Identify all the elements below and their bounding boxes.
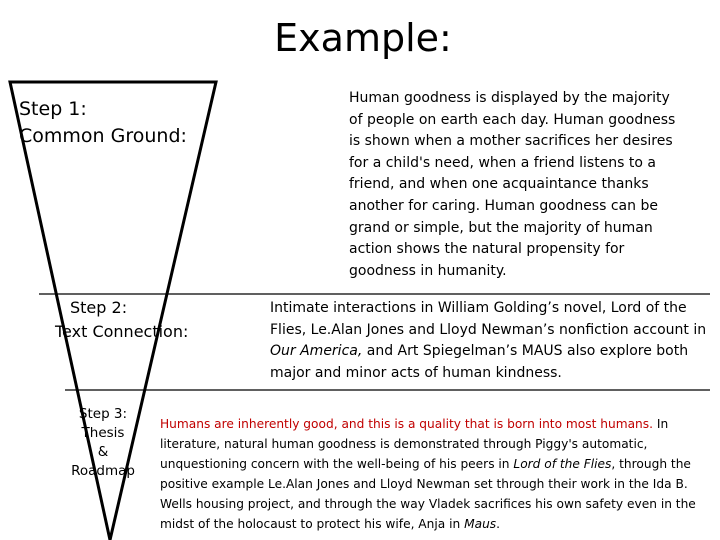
common-ground-paragraph: Human goodness is displayed by the majority of people on earth each day. Human goodness is shown when a mother sacrifices her desires for a child's need, when a friend listens to a friend, and when one acquaintance thanks another for caring. Human goodness can be grand or simple, but the majority of human action shows the natural propensity for goodness in humanity. — [349, 90, 676, 279]
step2-name: Text Connection: — [55, 322, 189, 341]
thesis-statement: Humans are inherently good, and this is a quality that is born into most humans. — [160, 417, 653, 431]
step3-ampersand: & — [97, 444, 109, 460]
step2-label — [55, 296, 188, 344]
step3-thesis: Thesis — [81, 425, 125, 441]
text-connection-part1: Intimate interactions in William Golding’s novel, Lord of the Flies, Le.Alan Jones and Lloyd Newman’s nonfiction account in — [270, 300, 707, 338]
step3-number: Step 3: — [78, 406, 128, 422]
step3-roadmap: Roadmap — [71, 463, 135, 479]
step1-number: Step 1: — [19, 98, 87, 120]
thesis-part2: , through the positive example Le.Alan Jones and Lloyd Newman set through their work in the Ida B. Wells housing project, and through the way Vladek sacrifices his own safety even in the midst of the holocaust to protect his wife, Anja in — [160, 457, 696, 532]
text-connection-italic: Our America, — [270, 343, 363, 359]
step2-number: Step 2: — [70, 298, 128, 317]
slide-title: Example: — [274, 16, 452, 60]
step3-label — [64, 405, 142, 481]
text-connection-paragraph — [270, 298, 710, 384]
thesis-paragraph — [160, 414, 710, 535]
text-connection-part2: and Art Spiegelman’s MAUS also explore both major and minor acts of human kindness. — [270, 343, 689, 381]
thesis-part3: . — [496, 517, 501, 532]
step1-name: Common Ground: — [19, 125, 187, 147]
thesis-part1: In literature, natural human goodness is demonstrated through Piggy's automatic, unquestioning concern with the well-being of his peers in — [160, 417, 669, 472]
step1-label — [19, 96, 187, 150]
thesis-italic-maus: Maus — [464, 517, 497, 532]
thesis-italic-lotf: Lord of the Flies — [513, 457, 612, 472]
